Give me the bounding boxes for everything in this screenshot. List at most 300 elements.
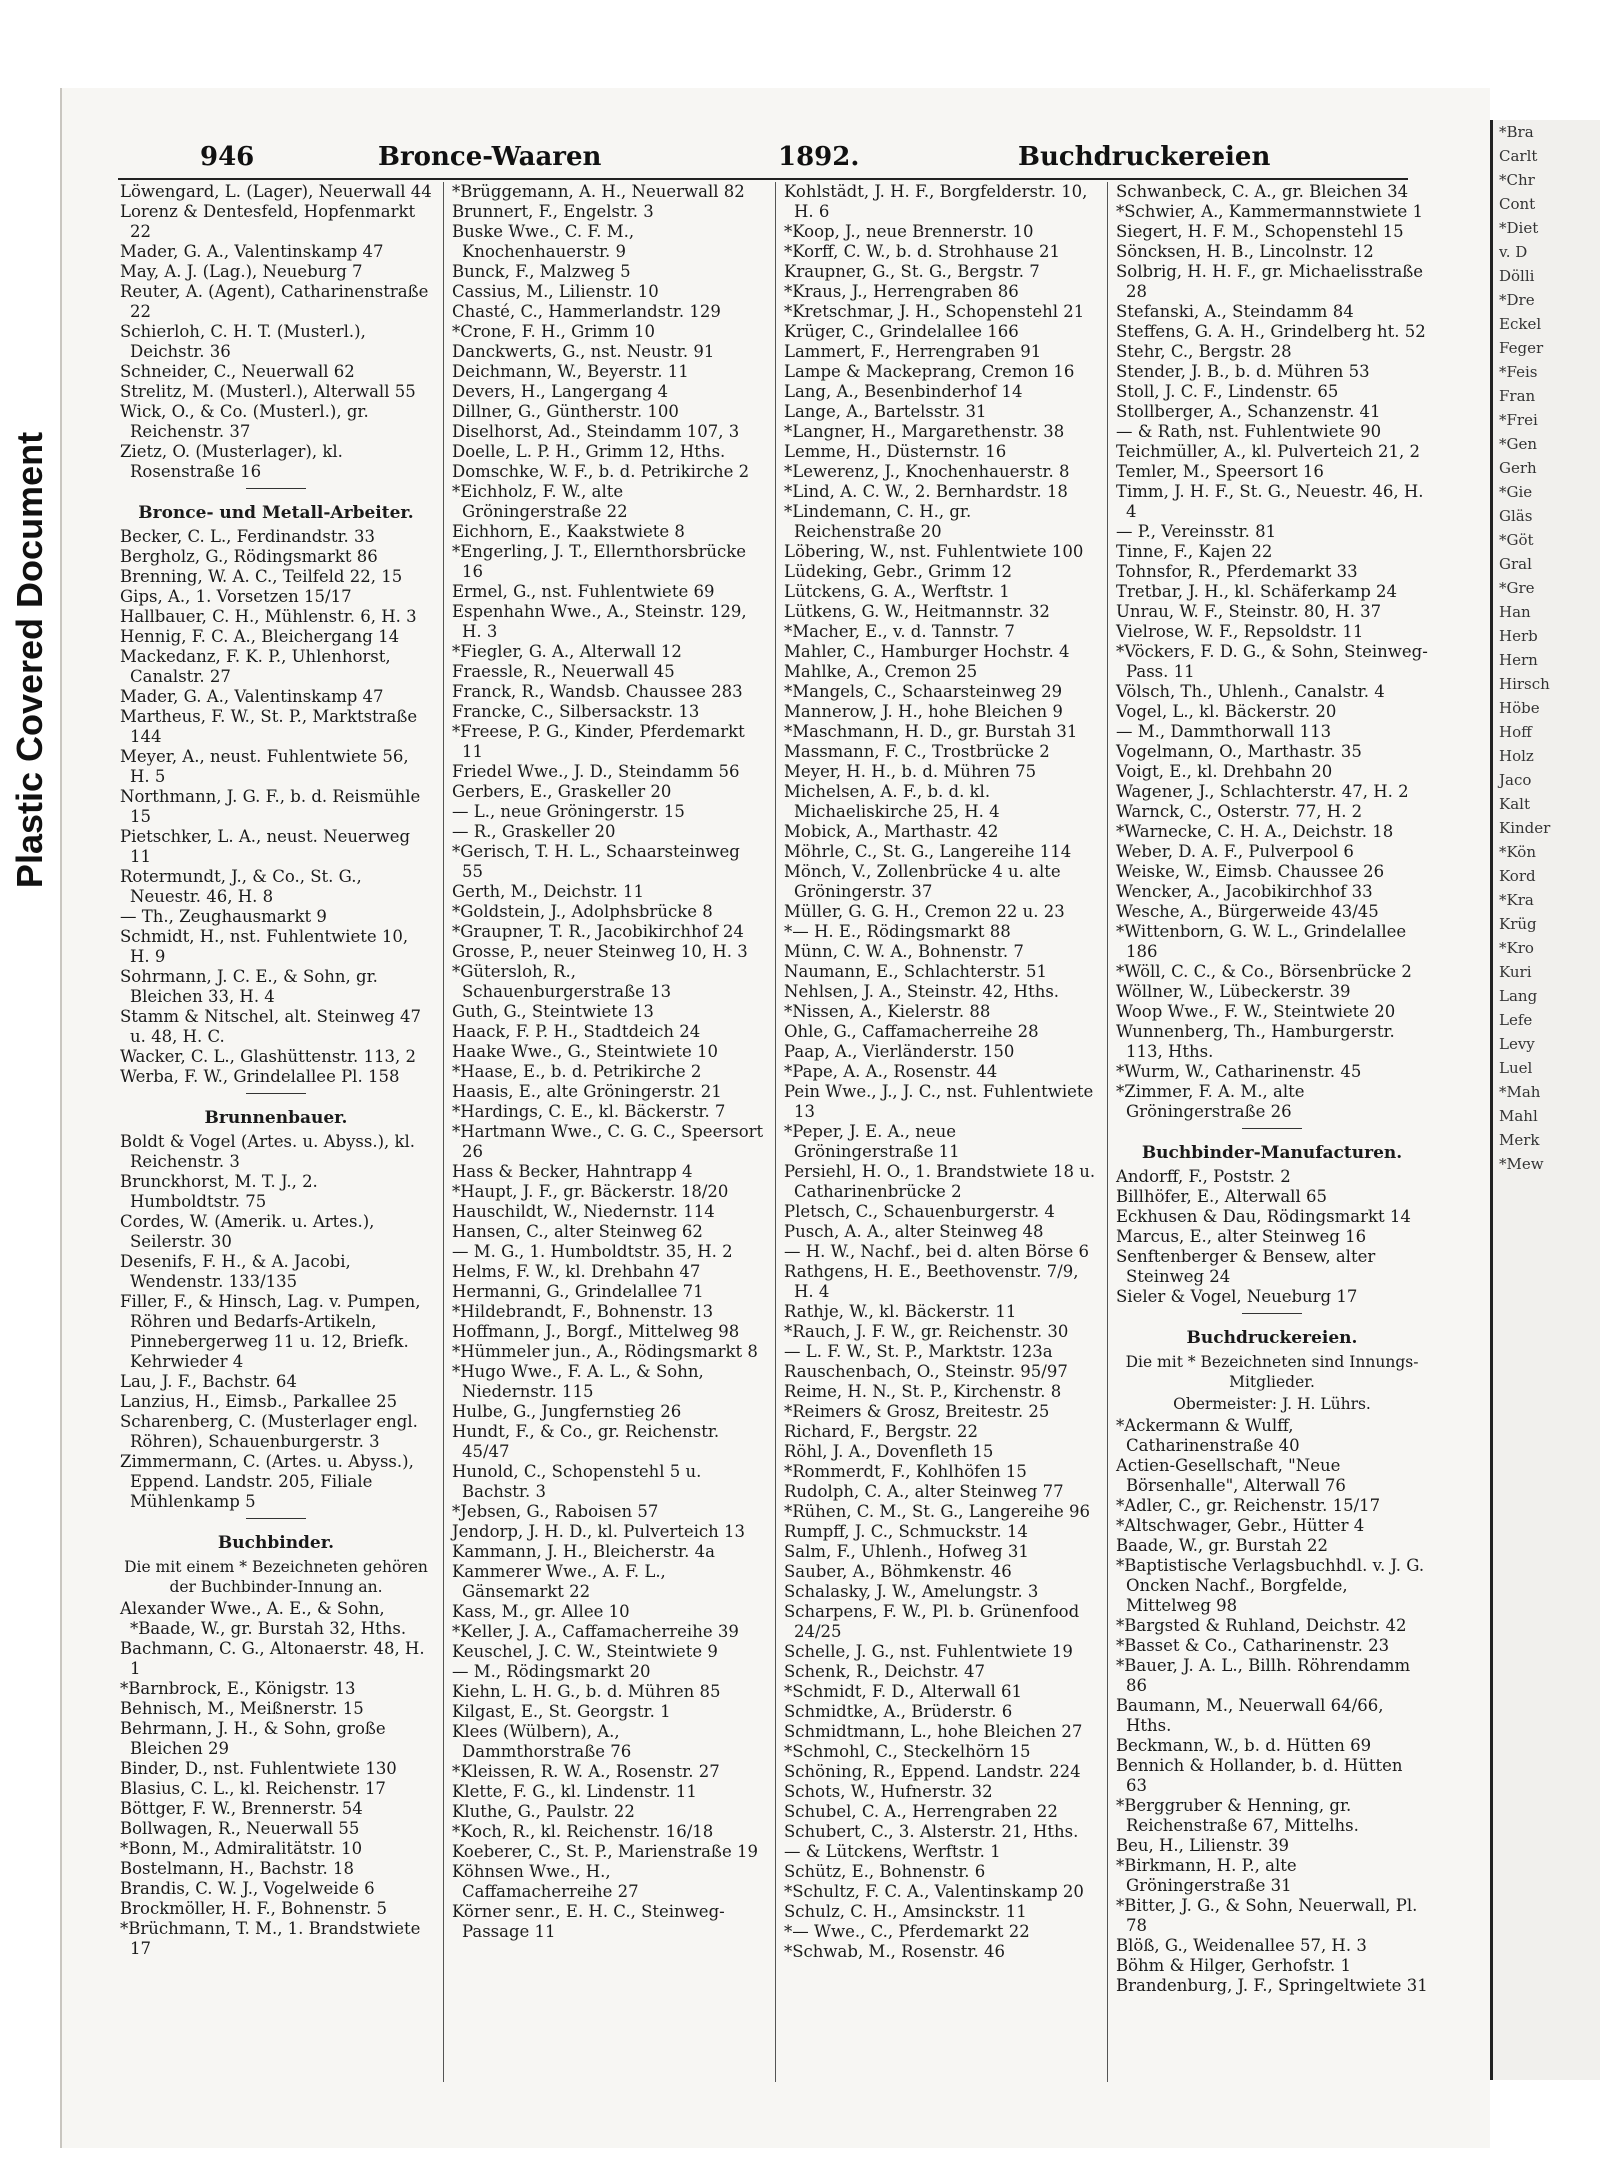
directory-entry: Bunck, F., Malzweg 5 xyxy=(452,262,631,281)
directory-entry: Doelle, L. P. H., Grimm 12, Hths. xyxy=(452,442,726,461)
directory-entry: Guth, G., Steintwiete 13 xyxy=(452,1002,654,1021)
section-heading: Buchdruckereien. xyxy=(1186,1328,1358,1348)
directory-entry: Behnisch, M., Meißnerstr. 15 xyxy=(120,1699,364,1718)
directory-entry: — L., neue Gröningerstr. 15 xyxy=(452,802,685,821)
directory-column-1 xyxy=(120,182,432,1959)
directory-entry: — Th., Zeughausmarkt 9 xyxy=(120,907,327,926)
directory-entry: Lüdeking, Gebr., Grimm 12 xyxy=(784,562,1013,581)
directory-entry: Wick, O., & Co. (Musterl.), gr. Reichenstr. 37 xyxy=(120,402,369,441)
directory-entry: *Schwab, M., Rosenstr. 46 xyxy=(784,1942,1005,1961)
directory-entry: *Birkmann, H. P., alte Gröningerstraße 31 xyxy=(1116,1856,1297,1895)
directory-entry: Hermanni, G., Grindelallee 71 xyxy=(452,1282,704,1301)
directory-entry: Rathgens, H. E., Beethovenstr. 7/9, H. 4 xyxy=(784,1262,1079,1301)
directory-entry: Röhl, J. A., Dovenfleth 15 xyxy=(784,1442,994,1461)
directory-entry: Hundt, F., & Co., gr. Reichenstr. 45/47 xyxy=(452,1422,720,1461)
directory-entry: Wesche, A., Bürgerweide 43/45 xyxy=(1116,902,1379,921)
directory-entry: Bachmann, C. G., Altonaerstr. 48, H. 1 xyxy=(120,1639,425,1678)
section-rule xyxy=(246,488,306,489)
page-number: 946 xyxy=(200,142,255,172)
directory-entry: Beu, H., Lilienstr. 39 xyxy=(1116,1836,1289,1855)
column-divider xyxy=(443,182,444,2082)
directory-entry: *Wittenborn, G. W. L., Grindelallee 186 xyxy=(1116,922,1407,961)
directory-entry: Schierloh, C. H. T. (Musterl.), Deichstr. 36 xyxy=(120,322,366,361)
directory-entry: *Reimers & Grosz, Breitestr. 25 xyxy=(784,1402,1050,1421)
directory-entry: *— Wwe., C., Pferdemarkt 22 xyxy=(784,1922,1030,1941)
directory-entry: *Altschwager, Gebr., Hütter 4 xyxy=(1116,1516,1365,1535)
section-heading: Bronce- und Metall-Arbeiter. xyxy=(138,503,414,523)
directory-entry: Solbrig, H. H. F., gr. Michaelisstraße 28 xyxy=(1116,262,1424,301)
next-page-fragment: Kalt xyxy=(1499,795,1530,813)
directory-entry: Filler, F., & Hinsch, Lag. v. Pumpen, Röhren und Bedarfs-Artikeln, Pinnebergerweg 11 u. 12, Briefk. Kehrwieder 4 xyxy=(120,1292,421,1371)
next-page-fragment: Lang xyxy=(1499,987,1538,1005)
directory-entry: *Langner, H., Margarethenstr. 38 xyxy=(784,422,1065,441)
directory-column-2 xyxy=(452,182,764,1942)
next-page-fragment: *Göt xyxy=(1499,531,1534,549)
directory-entry: Brunnert, F., Engelstr. 3 xyxy=(452,202,654,221)
directory-entry: Reuter, A. (Agent), Catharinenstraße 22 xyxy=(120,282,429,321)
directory-entry: *Schwier, A., Kammermannstwiete 1 xyxy=(1116,202,1424,221)
directory-entry: Dillner, G., Güntherstr. 100 xyxy=(452,402,679,421)
directory-entry: *Pape, A. A., Rosenstr. 44 xyxy=(784,1062,998,1081)
directory-entry: Northmann, J. G. F., b. d. Reismühle 15 xyxy=(120,787,421,826)
directory-entry: Bollwagen, R., Neuerwall 55 xyxy=(120,1819,360,1838)
directory-entry: — M., Dammthorwall 113 xyxy=(1116,722,1332,741)
directory-entry: Vogelmann, O., Marthastr. 35 xyxy=(1116,742,1362,761)
directory-entry: *Korff, C. W., b. d. Strohhause 21 xyxy=(784,242,1060,261)
directory-entry: Tretbar, J. H., kl. Schäferkamp 24 xyxy=(1116,582,1398,601)
next-page-fragment: Carlt xyxy=(1499,147,1538,165)
directory-entry: Diselhorst, Ad., Steindamm 107, 3 xyxy=(452,422,740,441)
directory-entry: Timm, J. H. F., St. G., Neuestr. 46, H. 4 xyxy=(1116,482,1424,521)
directory-entry: Buske Wwe., C. F. M., Knochenhauerstr. 9 xyxy=(452,222,635,261)
directory-entry: Schenk, R., Deichstr. 47 xyxy=(784,1662,986,1681)
next-page-fragment: Kinder xyxy=(1499,819,1551,837)
directory-entry: Möhrle, C., St. G., Langereihe 114 xyxy=(784,842,1072,861)
directory-entry: May, A. J. (Lag.), Neueburg 7 xyxy=(120,262,363,281)
next-page-fragment: *Feis xyxy=(1499,363,1538,381)
directory-entry: Rauschenbach, O., Steinstr. 95/97 xyxy=(784,1362,1068,1381)
directory-entry: Brenning, W. A. C., Teilfeld 22, 15 xyxy=(120,567,403,586)
directory-entry: Brockmöller, H. F., Bohnenstr. 5 xyxy=(120,1899,388,1918)
directory-entry: *Schmidt, F. D., Alterwall 61 xyxy=(784,1682,1023,1701)
directory-entry: Persiehl, H. O., 1. Brandstwiete 18 u. Catharinenbrücke 2 xyxy=(784,1162,1096,1201)
directory-entry: Brunckhorst, M. T. J., 2. Humboldtstr. 75 xyxy=(120,1172,318,1211)
directory-entry: Bergholz, G., Rödingsmarkt 86 xyxy=(120,547,378,566)
next-page-fragment: Kord xyxy=(1499,867,1536,885)
directory-entry: Warnck, C., Osterstr. 77, H. 2 xyxy=(1116,802,1363,821)
directory-entry: Lütckens, G. A., Werftstr. 1 xyxy=(784,582,1010,601)
directory-entry: *Wurm, W., Catharinenstr. 45 xyxy=(1116,1062,1362,1081)
directory-entry: Schneider, C., Neuerwall 62 xyxy=(120,362,355,381)
directory-entry: Müller, G. G. H., Cremon 22 u. 23 xyxy=(784,902,1065,921)
directory-entry: Lange, A., Bartelsstr. 31 xyxy=(784,402,987,421)
directory-entry: Hauschildt, W., Niedernstr. 114 xyxy=(452,1202,715,1221)
directory-entry: — M. G., 1. Humboldtstr. 35, H. 2 xyxy=(452,1242,733,1261)
next-page-fragment: *Gen xyxy=(1499,435,1538,453)
directory-entry: *Bitter, J. G., & Sohn, Neuerwall, Pl. 78 xyxy=(1116,1896,1418,1935)
directory-entry: *Lindemann, C. H., gr. Reichenstraße 20 xyxy=(784,502,972,541)
directory-entry: Sieler & Vogel, Neueburg 17 xyxy=(1116,1287,1358,1306)
directory-entry: Haasis, E., alte Gröningerstr. 21 xyxy=(452,1082,722,1101)
directory-entry: Paap, A., Vierländerstr. 150 xyxy=(784,1042,1015,1061)
directory-entry: Nehlsen, J. A., Steinstr. 42, Hths. xyxy=(784,982,1060,1001)
directory-entry: Rathje, W., kl. Bäckerstr. 11 xyxy=(784,1302,1017,1321)
directory-entry: Stollberger, A., Schanzenstr. 41 xyxy=(1116,402,1381,421)
directory-entry: Stehr, C., Bergstr. 28 xyxy=(1116,342,1292,361)
directory-entry: Hulbe, G., Jungfernstieg 26 xyxy=(452,1402,682,1421)
next-page-fragment: Herb xyxy=(1499,627,1538,645)
directory-entry: *Haupt, J. F., gr. Bäckerstr. 18/20 xyxy=(452,1182,729,1201)
directory-entry: *Eichholz, F. W., alte Gröningerstraße 22 xyxy=(452,482,628,521)
directory-entry: Espenhahn Wwe., A., Steinstr. 129, H. 3 xyxy=(452,602,747,641)
section-note: Die mit einem * Bezeichneten gehören der Buchbinder-Innung an. xyxy=(124,1558,428,1596)
directory-entry: Devers, H., Langergang 4 xyxy=(452,382,669,401)
directory-entry: Lütkens, G. W., Heitmannstr. 32 xyxy=(784,602,1050,621)
directory-entry: Lampe & Mackeprang, Cremon 16 xyxy=(784,362,1075,381)
directory-entry: Naumann, E., Schlachterstr. 51 xyxy=(784,962,1048,981)
section-heading: Brunnenbauer. xyxy=(204,1108,348,1128)
directory-entry: Söncksen, H. B., Lincolnstr. 12 xyxy=(1116,242,1374,261)
directory-entry: Stoll, J. C. F., Lindenstr. 65 xyxy=(1116,382,1339,401)
directory-entry: Mönch, V., Zollenbrücke 4 u. alte Gröningerstr. 37 xyxy=(784,862,1061,901)
directory-entry: Gips, A., 1. Vorsetzen 15/17 xyxy=(120,587,352,606)
directory-entry: Böttger, F. W., Brennerstr. 54 xyxy=(120,1799,363,1818)
next-page-fragment: *Diet xyxy=(1499,219,1539,237)
directory-entry: *Haase, E., b. d. Petrikirche 2 xyxy=(452,1062,702,1081)
directory-entry: Franck, R., Wandsb. Chaussee 283 xyxy=(452,682,743,701)
side-label xyxy=(0,380,60,940)
directory-entry: Danckwerts, G., nst. Neustr. 91 xyxy=(452,342,715,361)
directory-entry: Haake Wwe., G., Steintwiete 10 xyxy=(452,1042,719,1061)
next-page-fragment: Han xyxy=(1499,603,1531,621)
directory-entry: Francke, C., Silbersackstr. 13 xyxy=(452,702,700,721)
directory-entry: *Basset & Co., Catharinenstr. 23 xyxy=(1116,1636,1390,1655)
directory-entry: Wencker, A., Jacobikirchhof 33 xyxy=(1116,882,1373,901)
directory-column-3 xyxy=(784,182,1096,1962)
directory-entry: Löbering, W., nst. Fuhlentwiete 100 xyxy=(784,542,1084,561)
directory-entry: Hoffmann, J., Borgf., Mittelweg 98 xyxy=(452,1322,740,1341)
directory-entry: Tinne, F., Kajen 22 xyxy=(1116,542,1273,561)
directory-entry: *Bonn, M., Admiralitätstr. 10 xyxy=(120,1839,363,1858)
next-page-fragment: Gerh xyxy=(1499,459,1537,477)
directory-entry: Ermel, G., nst. Fuhlentwiete 69 xyxy=(452,582,715,601)
directory-entry: Andorff, F., Poststr. 2 xyxy=(1116,1167,1291,1186)
directory-entry: Werba, F. W., Grindelallee Pl. 158 xyxy=(120,1067,400,1086)
directory-entry: *Ackermann & Wulff, Catharinenstraße 40 xyxy=(1116,1416,1300,1455)
directory-entry: *Peper, J. E. A., neue Gröningerstraße 11 xyxy=(784,1122,960,1161)
directory-entry: Mader, G. A., Valentinskamp 47 xyxy=(120,687,384,706)
directory-entry: *Crone, F. H., Grimm 10 xyxy=(452,322,655,341)
directory-entry: Klette, F. G., kl. Lindenstr. 11 xyxy=(452,1782,697,1801)
next-page-fragment: Merk xyxy=(1499,1131,1540,1149)
directory-entry: Kraupner, G., St. G., Bergstr. 7 xyxy=(784,262,1040,281)
directory-entry: *Hardings, C. E., kl. Bäckerstr. 7 xyxy=(452,1102,726,1121)
directory-entry: Kass, M., gr. Allee 10 xyxy=(452,1602,630,1621)
directory-entry: Mahler, C., Hamburger Hochstr. 4 xyxy=(784,642,1070,661)
directory-entry: Lang, A., Besenbinderhof 14 xyxy=(784,382,1023,401)
directory-entry: Becker, C. L., Ferdinandstr. 33 xyxy=(120,527,376,546)
directory-entry: *Freese, P. G., Kinder, Pferdemarkt 11 xyxy=(452,722,745,761)
directory-entry: Kammerer Wwe., A. F. L., Gänsemarkt 22 xyxy=(452,1562,666,1601)
directory-entry: Reime, H. N., St. P., Kirchenstr. 8 xyxy=(784,1382,1062,1401)
directory-entry: Stender, J. B., b. d. Mühren 53 xyxy=(1116,362,1370,381)
directory-entry: *Hartmann Wwe., C. G. C., Speersort 26 xyxy=(452,1122,764,1161)
directory-entry: Boldt & Vogel (Artes. u. Abyss.), kl. Reichenstr. 3 xyxy=(120,1132,416,1171)
next-page-fragment: Dölli xyxy=(1499,267,1535,285)
next-page-fragment: *Kra xyxy=(1499,891,1534,909)
directory-entry: Lammert, F., Herrengraben 91 xyxy=(784,342,1042,361)
directory-entry: *Rauch, J. F. W., gr. Reichenstr. 30 xyxy=(784,1322,1069,1341)
next-page-fragment: *Chr xyxy=(1499,171,1535,189)
directory-entry: *Kretschmar, J. H., Schopenstehl 21 xyxy=(784,302,1085,321)
directory-entry: Scharpens, F. W., Pl. b. Grünenfood 24/25 xyxy=(784,1602,1080,1641)
directory-entry: Bostelmann, H., Bachstr. 18 xyxy=(120,1859,355,1878)
directory-entry: Zimmermann, C. (Artes. u. Abyss.), Eppend. Landstr. 205, Filiale Mühlenkamp 5 xyxy=(120,1452,414,1511)
directory-entry: Actien-Gesellschaft, "Neue Börsenhalle", Alterwall 76 xyxy=(1116,1456,1346,1495)
directory-entry: Schmidtke, A., Brüderstr. 6 xyxy=(784,1702,1013,1721)
directory-entry: Michelsen, A. F., b. d. kl. Michaeliskirche 25, H. 4 xyxy=(784,782,1000,821)
next-page-fragment: Eckel xyxy=(1499,315,1542,333)
directory-entry: Baumann, M., Neuerwall 64/66, Hths. xyxy=(1116,1696,1384,1735)
directory-entry: Kammann, J. H., Bleicherstr. 4a xyxy=(452,1542,715,1561)
directory-entry: *Engerling, J. T., Ellernthorsbrücke 16 xyxy=(452,542,747,581)
directory-entry: — & Lütckens, Werftstr. 1 xyxy=(784,1842,1001,1861)
directory-entry: Kluthe, G., Paulstr. 22 xyxy=(452,1802,635,1821)
directory-entry: — H. W., Nachf., bei d. alten Börse 6 xyxy=(784,1242,1090,1261)
directory-entry: Massmann, F. C., Trostbrücke 2 xyxy=(784,742,1050,761)
directory-entry: Löwengard, L. (Lager), Neuerwall 44 xyxy=(120,182,432,201)
section-heading: Buchbinder. xyxy=(217,1533,335,1553)
next-page-fragment: *Mah xyxy=(1499,1083,1541,1101)
directory-entry: Krüger, C., Grindelallee 166 xyxy=(784,322,1019,341)
directory-entry: Voigt, E., kl. Drehbahn 20 xyxy=(1116,762,1333,781)
directory-entry: *Goldstein, J., Adolphsbrücke 8 xyxy=(452,902,713,921)
directory-entry: *Bargsted & Ruhland, Deichstr. 42 xyxy=(1116,1616,1407,1635)
directory-entry: *Koop, J., neue Brennerstr. 10 xyxy=(784,222,1034,241)
directory-entry: *Macher, E., v. d. Tannstr. 7 xyxy=(784,622,1015,641)
next-page-fragment: Höbe xyxy=(1499,699,1540,717)
next-page-fragment: Jaco xyxy=(1499,771,1532,789)
directory-entry: Alexander Wwe., A. E., & Sohn, *Baade, W., gr. Burstah 32, Hths. xyxy=(120,1599,407,1638)
directory-entry: Baade, W., gr. Burstah 22 xyxy=(1116,1536,1328,1555)
directory-entry: Völsch, Th., Uhlenh., Canalstr. 4 xyxy=(1116,682,1385,701)
directory-entry: Hennig, F. C. A., Bleichergang 14 xyxy=(120,627,400,646)
next-page-fragment: Mahl xyxy=(1499,1107,1538,1125)
next-page-fragment: *Gie xyxy=(1499,483,1533,501)
section-rule xyxy=(246,1518,306,1519)
directory-entry: Siegert, H. F. M., Schopenstehl 15 xyxy=(1116,222,1404,241)
header-year: 1892. xyxy=(778,142,860,172)
directory-entry: Sohrmann, J. C. E., & Sohn, gr. Bleichen 33, H. 4 xyxy=(120,967,378,1006)
directory-entry: Meyer, H. H., b. d. Mühren 75 xyxy=(784,762,1037,781)
next-page-fragment: *Bra xyxy=(1499,123,1534,141)
directory-entry: Blasius, C. L., kl. Reichenstr. 17 xyxy=(120,1779,386,1798)
directory-entry: *Vöckers, F. D. G., & Sohn, Steinweg-Pass. 11 xyxy=(1116,642,1428,681)
directory-entry: Martheus, F. W., St. P., Marktstraße 144 xyxy=(120,707,418,746)
section-note: Obermeister: J. H. Lührs. xyxy=(1173,1395,1371,1413)
directory-entry: *Baptistische Verlagsbuchhdl. v. J. G. Oncken Nachf., Borgfelde, Mittelweg 98 xyxy=(1116,1556,1425,1615)
directory-entry: Pusch, A. A., alter Steinweg 48 xyxy=(784,1222,1044,1241)
directory-entry: *Graupner, T. R., Jacobikirchhof 24 xyxy=(452,922,744,941)
directory-entry: Weiske, W., Eimsb. Chaussee 26 xyxy=(1116,862,1385,881)
directory-entry: Böhm & Hilger, Gerhofstr. 1 xyxy=(1116,1956,1352,1975)
directory-entry: — M., Rödingsmarkt 20 xyxy=(452,1662,651,1681)
directory-entry: *Jebsen, G., Raboisen 57 xyxy=(452,1502,659,1521)
directory-entry: Vielrose, W. F., Repsoldstr. 11 xyxy=(1116,622,1364,641)
next-page-fragment: v. D xyxy=(1499,243,1528,261)
directory-entry: *Schultz, F. C. A., Valentinskamp 20 xyxy=(784,1882,1084,1901)
next-page-fragment: Hern xyxy=(1499,651,1538,669)
directory-entry: Hansen, C., alter Steinweg 62 xyxy=(452,1222,703,1241)
directory-entry: Haack, F. P. H., Stadtdeich 24 xyxy=(452,1022,701,1041)
section-rule xyxy=(246,1093,306,1094)
directory-entry: Hunold, C., Schopenstehl 5 u. Bachstr. 3 xyxy=(452,1462,702,1501)
directory-entry: Schmidtmann, L., hohe Bleichen 27 xyxy=(784,1722,1083,1741)
next-page-fragment: Holz xyxy=(1499,747,1534,765)
directory-entry: Schalasky, J. W., Amelungstr. 3 xyxy=(784,1582,1039,1601)
next-page-fragment: Hirsch xyxy=(1499,675,1550,693)
directory-entry: *Adler, C., gr. Reichenstr. 15/17 xyxy=(1116,1496,1381,1515)
directory-entry: *Koch, R., kl. Reichenstr. 16/18 xyxy=(452,1822,714,1841)
next-page-fragment: *Mew xyxy=(1499,1155,1544,1173)
directory-entry: Chasté, C., Hammerlandstr. 129 xyxy=(452,302,721,321)
directory-entry: Tohnsfor, R., Pferdemarkt 33 xyxy=(1116,562,1358,581)
directory-entry: — P., Vereinsstr. 81 xyxy=(1116,522,1277,541)
side-label-text: Plastic Covered Document xyxy=(9,431,50,889)
directory-entry: *Rühen, C. M., St. G., Langereihe 96 xyxy=(784,1502,1091,1521)
directory-entry: Brandenburg, J. F., Springeltwiete 31 xyxy=(1116,1976,1428,1995)
next-page-fragment: Feger xyxy=(1499,339,1544,357)
directory-entry: *Fiegler, G. A., Alterwall 12 xyxy=(452,642,682,661)
directory-entry: Brandis, C. W. J., Vogelweide 6 xyxy=(120,1879,375,1898)
directory-entry: Salm, F., Uhlenh., Hofweg 31 xyxy=(784,1542,1029,1561)
directory-entry: *Brüchmann, T. M., 1. Brandstwiete 17 xyxy=(120,1919,421,1958)
next-page-fragment: Cont xyxy=(1499,195,1536,213)
next-page-fragment: *Dre xyxy=(1499,291,1535,309)
directory-entry: *Wöll, C. C., & Co., Börsenbrücke 2 xyxy=(1116,962,1412,981)
next-page-fragment: Gral xyxy=(1499,555,1532,573)
directory-entry: — L. F. W., St. P., Marktstr. 123a xyxy=(784,1342,1053,1361)
directory-entry: *Gütersloh, R., Schauenburgerstraße 13 xyxy=(452,962,672,1001)
next-page-fragment: *Gre xyxy=(1499,579,1535,597)
directory-entry: Unrau, W. F., Steinstr. 80, H. 37 xyxy=(1116,602,1382,621)
directory-entry: Keuschel, J. C. W., Steintwiete 9 xyxy=(452,1642,718,1661)
next-page-fragment: *Frei xyxy=(1499,411,1538,429)
column-divider xyxy=(1107,182,1108,2082)
directory-entry: Billhöfer, E., Alterwall 65 xyxy=(1116,1187,1327,1206)
page-header xyxy=(118,138,1408,180)
directory-entry: Wöllner, W., Lübeckerstr. 39 xyxy=(1116,982,1351,1001)
directory-entry: *Kleissen, R. W. A., Rosenstr. 27 xyxy=(452,1762,720,1781)
directory-entry: Bennich & Hollander, b. d. Hütten 63 xyxy=(1116,1756,1403,1795)
directory-entry: Mackedanz, F. K. P., Uhlenhorst, Canalstr. 27 xyxy=(120,647,391,686)
next-page-fragment: *Kro xyxy=(1499,939,1534,957)
directory-entry: Zietz, O. (Musterlager), kl. Rosenstraße 16 xyxy=(120,442,343,481)
directory-entry: Mader, G. A., Valentinskamp 47 xyxy=(120,242,384,261)
directory-entry: *Rommerdt, F., Kohlhöfen 15 xyxy=(784,1462,1027,1481)
directory-entry: Strelitz, M. (Musterl.), Alterwall 55 xyxy=(120,382,416,401)
directory-entry: Schelle, J. G., nst. Fuhlentwiete 19 xyxy=(784,1642,1073,1661)
directory-entry: Schots, W., Hufnerstr. 32 xyxy=(784,1782,993,1801)
directory-entry: Wunnenberg, Th., Hamburgerstr. 113, Hths. xyxy=(1116,1022,1395,1061)
directory-entry: *Schmohl, C., Steckelhörn 15 xyxy=(784,1742,1031,1761)
directory-entry: Sauber, A., Böhmkenstr. 46 xyxy=(784,1562,1012,1581)
directory-entry: *Lewerenz, J., Knochenhauerstr. 8 xyxy=(784,462,1070,481)
directory-entry: Lorenz & Dentesfeld, Hopfenmarkt 22 xyxy=(120,202,416,241)
directory-entry: — R., Graskeller 20 xyxy=(452,822,616,841)
directory-entry: *Bauer, J. A. L., Billh. Röhrendamm 86 xyxy=(1116,1656,1411,1695)
directory-entry: *Barnbrock, E., Königstr. 13 xyxy=(120,1679,356,1698)
directory-entry: Domschke, W. F., b. d. Petrikirche 2 xyxy=(452,462,750,481)
directory-entry: Jendorp, J. H. D., kl. Pulverteich 13 xyxy=(452,1522,746,1541)
directory-entry: *Gerisch, T. H. L., Schaarsteinweg 55 xyxy=(452,842,740,881)
directory-entry: Pletsch, C., Schauenburgerstr. 4 xyxy=(784,1202,1055,1221)
header-left-title: Bronce-Waaren xyxy=(378,142,602,172)
directory-entry: Wacker, C. L., Glashüttenstr. 113, 2 xyxy=(120,1047,416,1066)
directory-entry: Kohlstädt, J. H. F., Borgfelderstr. 10, H. 6 xyxy=(784,182,1088,221)
directory-entry: Mobick, A., Marthastr. 42 xyxy=(784,822,999,841)
next-page-fragment: Levy xyxy=(1499,1035,1535,1053)
directory-entry: Köhnsen Wwe., H., Caffamacherreihe 27 xyxy=(452,1862,639,1901)
directory-entry: *Lind, A. C. W., 2. Bernhardstr. 18 xyxy=(784,482,1068,501)
directory-entry: *Warnecke, C. H. A., Deichstr. 18 xyxy=(1116,822,1394,841)
next-page-fragment: Luel xyxy=(1499,1059,1533,1077)
directory-entry: Beckmann, W., b. d. Hütten 69 xyxy=(1116,1736,1372,1755)
directory-entry: Steffens, G. A. H., Grindelberg ht. 52 xyxy=(1116,322,1426,341)
directory-entry: Eichhorn, E., Kaakstwiete 8 xyxy=(452,522,685,541)
directory-entry: Cordes, W. (Amerik. u. Artes.), Seilerstr. 30 xyxy=(120,1212,375,1251)
directory-entry: Lemme, H., Düsternstr. 16 xyxy=(784,442,1007,461)
directory-entry: *Zimmer, F. A. M., alte Gröningerstraße 26 xyxy=(1116,1082,1305,1121)
directory-entry: *Nissen, A., Kielerstr. 88 xyxy=(784,1002,991,1021)
directory-entry: Binder, D., nst. Fuhlentwiete 130 xyxy=(120,1759,397,1778)
next-page-fragment: *Kön xyxy=(1499,843,1536,861)
next-page-fragment: Kuri xyxy=(1499,963,1532,981)
directory-entry: Lau, J. F., Bachstr. 64 xyxy=(120,1372,297,1391)
directory-column-4 xyxy=(1116,182,1428,1996)
directory-entry: *— H. E., Rödingsmarkt 88 xyxy=(784,922,1011,941)
directory-entry: Vogel, L., kl. Bäckerstr. 20 xyxy=(1116,702,1337,721)
directory-entry: Koeberer, C., St. P., Marienstraße 19 xyxy=(452,1842,758,1861)
directory-entry: Schubel, C. A., Herrengraben 22 xyxy=(784,1802,1058,1821)
directory-entry: Fraessle, R., Neuerwall 45 xyxy=(452,662,675,681)
section-heading: Buchbinder-Manufacturen. xyxy=(1141,1143,1403,1163)
directory-entry: Senftenberger & Bensew, alter Steinweg 24 xyxy=(1116,1247,1376,1286)
directory-entry: Schulz, C. H., Amsinckstr. 11 xyxy=(784,1902,1027,1921)
section-rule xyxy=(1242,1313,1302,1314)
directory-entry: Ohle, G., Caffamacherreihe 28 xyxy=(784,1022,1039,1041)
directory-entry: Klees (Wülbern), A., Dammthorstraße 76 xyxy=(452,1722,632,1761)
directory-entry: Woop Wwe., F. W., Steintwiete 20 xyxy=(1116,1002,1396,1021)
directory-entry: Münn, C. W. A., Bohnenstr. 7 xyxy=(784,942,1024,961)
directory-entry: Kiehn, L. H. G., b. d. Mühren 85 xyxy=(452,1682,721,1701)
next-page-edge xyxy=(1490,120,1600,2080)
directory-entry: Stamm & Nitschel, alt. Steinweg 47 u. 48, H. C. xyxy=(120,1007,421,1046)
directory-entry: Rumpff, J. C., Schmuckstr. 14 xyxy=(784,1522,1028,1541)
directory-entry: Schwanbeck, C. A., gr. Bleichen 34 xyxy=(1116,182,1409,201)
directory-entry: Mahlke, A., Cremon 25 xyxy=(784,662,978,681)
directory-entry: Teichmüller, A., kl. Pulverteich 21, 2 xyxy=(1116,442,1420,461)
directory-entry: Behrmann, J. H., & Sohn, große Bleichen 29 xyxy=(120,1719,386,1758)
section-rule xyxy=(1242,1128,1302,1129)
directory-entry: Wagener, J., Schlachterstr. 47, H. 2 xyxy=(1116,782,1409,801)
directory-entry: *Kraus, J., Herrengraben 86 xyxy=(784,282,1019,301)
directory-entry: Blöß, G., Weidenallee 57, H. 3 xyxy=(1116,1936,1367,1955)
directory-entry: Scharenberg, C. (Musterlager engl. Röhren), Schauenburgerstr. 3 xyxy=(120,1412,418,1451)
directory-entry: Marcus, E., alter Steinweg 16 xyxy=(1116,1227,1367,1246)
directory-entry: Schmidt, H., nst. Fuhlentwiete 10, H. 9 xyxy=(120,927,409,966)
directory-entry: *Brüggemann, A. H., Neuerwall 82 xyxy=(452,182,745,201)
